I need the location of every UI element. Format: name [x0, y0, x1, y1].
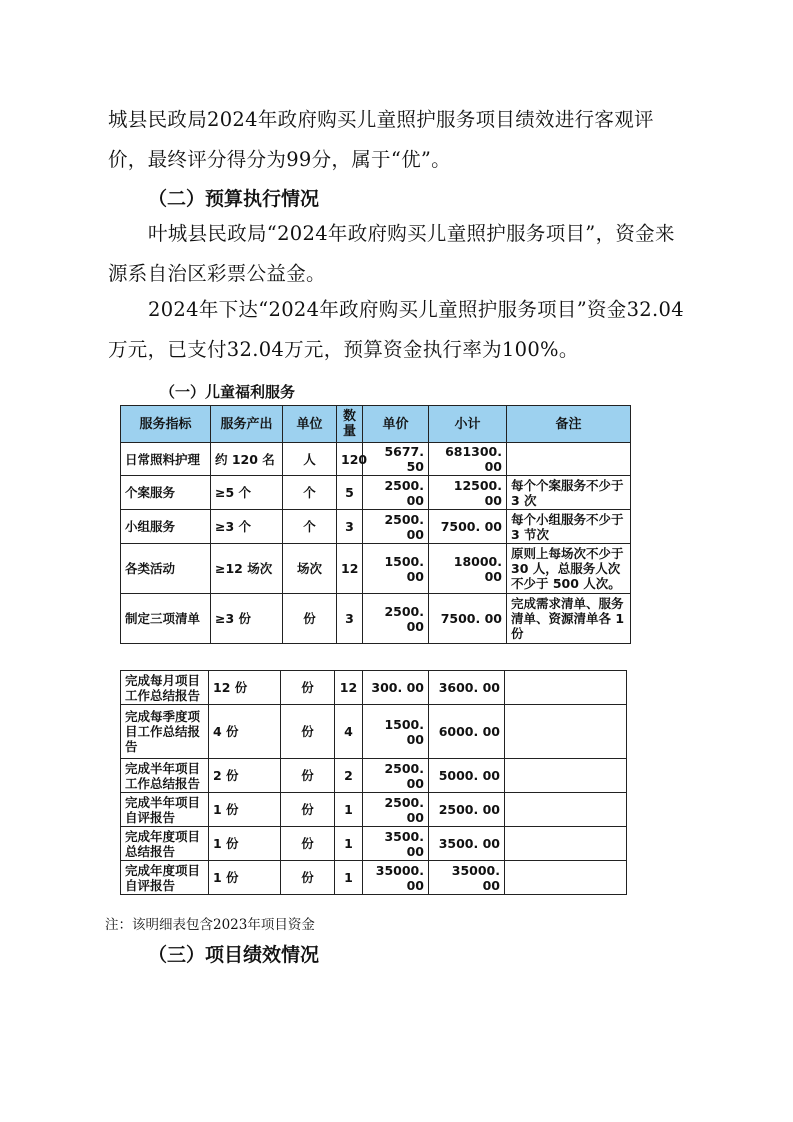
table-cell: 7500. 00: [429, 594, 507, 644]
table-cell: 完成半年项目自评报告: [121, 793, 209, 827]
table-cell: 每个小组服务不少于 3 节次: [507, 510, 631, 544]
table-cell: [505, 671, 627, 705]
table-cell: ≥12 场次: [211, 544, 283, 594]
table-cell: 1 份: [209, 861, 281, 895]
header-cell: 数量: [337, 406, 363, 443]
table-cell: 约 120 名: [211, 443, 283, 476]
table-cell: 完成每季度项目工作总结报告: [121, 705, 209, 759]
table-cell: 3500. 00: [363, 827, 429, 861]
table-cell: [505, 861, 627, 895]
table-cell: 2500. 00: [429, 793, 505, 827]
service-table: [120, 405, 631, 644]
table-cell: 2500. 00: [363, 793, 429, 827]
table-cell: 1500. 00: [363, 705, 429, 759]
table-header-row: [121, 406, 631, 443]
heading-performance: （三）项目绩效情况: [148, 944, 320, 966]
table-row: [121, 861, 627, 895]
table-note: 注：该明细表包含2023年项目资金: [105, 917, 315, 933]
table-row: [121, 827, 627, 861]
table-row: [121, 544, 631, 594]
table-cell: 完成年度项目总结报告: [121, 827, 209, 861]
table-cell: 日常照料护理: [121, 443, 211, 476]
table-cell: 12: [337, 544, 363, 594]
table-cell: 1: [335, 827, 363, 861]
table-cell: 1 份: [209, 793, 281, 827]
table-cell: 35000. 00: [363, 861, 429, 895]
table-cell: 5677. 50: [363, 443, 429, 476]
header-cell: 服务产出: [211, 406, 283, 443]
report-table: [120, 670, 627, 895]
table-cell: 1: [335, 793, 363, 827]
paragraph-fund-source: 叶城县民政局“2024年政府购买儿童照护服务项目”，资金来源系自治区彩票公益金。: [108, 222, 675, 285]
table-cell: 3: [337, 510, 363, 544]
table-cell: 3500. 00: [429, 827, 505, 861]
table-cell: 5: [337, 476, 363, 510]
table-cell: 1: [335, 861, 363, 895]
header-cell: 备注: [507, 406, 631, 443]
table-cell: 2500. 00: [363, 759, 429, 793]
table-row: [121, 705, 627, 759]
table-cell: 份: [281, 759, 335, 793]
table-cell: 2 份: [209, 759, 281, 793]
heading-budget: （二）预算执行情况: [148, 188, 320, 210]
table-cell: 完成每月项目工作总结报告: [121, 671, 209, 705]
table-cell: 份: [281, 827, 335, 861]
table-cell: 小组服务: [121, 510, 211, 544]
table-cell: 制定三项清单: [121, 594, 211, 644]
table-cell: 原则上每场次不少于 30 人，总服务人次不少于 500 人次。: [507, 544, 631, 594]
table-cell: 份: [281, 671, 335, 705]
table-cell: 7500. 00: [429, 510, 507, 544]
table-cell: 1500. 00: [363, 544, 429, 594]
table-cell: 份: [281, 793, 335, 827]
table-row: [121, 759, 627, 793]
header-cell: 单价: [363, 406, 429, 443]
table-cell: 12500. 00: [429, 476, 507, 510]
table-caption: （一）儿童福利服务: [160, 383, 296, 401]
table-cell: 完成半年项目工作总结报告: [121, 759, 209, 793]
paragraph-line: 价，最终评分得分为99分，属于“优”。: [108, 148, 451, 171]
table-cell: 1 份: [209, 827, 281, 861]
table-cell: 2500. 00: [363, 594, 429, 644]
table-cell: 个: [283, 476, 337, 510]
table-cell: 12: [335, 671, 363, 705]
table-cell: 每个个案服务不少于 3 次: [507, 476, 631, 510]
table-row: [121, 443, 631, 476]
table-cell: 681300. 00: [429, 443, 507, 476]
table-cell: ≥5 个: [211, 476, 283, 510]
table-cell: 6000. 00: [429, 705, 505, 759]
table-cell: 各类活动: [121, 544, 211, 594]
table-cell: 3600. 00: [429, 671, 505, 705]
table-row: [121, 793, 627, 827]
header-cell: 小计: [429, 406, 507, 443]
table-cell: 18000. 00: [429, 544, 507, 594]
paragraph-evaluation: [108, 100, 693, 180]
table-cell: 场次: [283, 544, 337, 594]
table-cell: 份: [281, 705, 335, 759]
table-row: [121, 671, 627, 705]
table-row: [121, 510, 631, 544]
table-cell: 2500. 00: [363, 476, 429, 510]
table-cell: 完成需求清单、服务清单、资源清单各 1 份: [507, 594, 631, 644]
table-cell: [505, 759, 627, 793]
table-cell: ≥3 份: [211, 594, 283, 644]
table-cell: 4: [335, 705, 363, 759]
table-row: [121, 476, 631, 510]
table-cell: 300. 00: [363, 671, 429, 705]
table-cell: [505, 793, 627, 827]
table-cell: 3: [337, 594, 363, 644]
table-cell: ≥3 个: [211, 510, 283, 544]
header-cell: 服务指标: [121, 406, 211, 443]
table-cell: 2500. 00: [363, 510, 429, 544]
table-cell: 份: [281, 861, 335, 895]
table-cell: 个案服务: [121, 476, 211, 510]
table-cell: 人: [283, 443, 337, 476]
table-cell: 份: [283, 594, 337, 644]
table-cell: 完成年度项目自评报告: [121, 861, 209, 895]
table-cell: 12 份: [209, 671, 281, 705]
paragraph-fund-execution: 2024年下达“2024年政府购买儿童照护服务项目”资金32.04万元，已支付32.04万元，预算资金执行率为100%。: [108, 298, 684, 361]
table-cell: [505, 705, 627, 759]
table-cell: 120: [337, 443, 363, 476]
paragraph-line: 城县民政局2024年政府购买儿童照护服务项目绩效进行客观评: [108, 108, 654, 131]
table-row: [121, 594, 631, 644]
table-cell: 4 份: [209, 705, 281, 759]
table-cell: [505, 827, 627, 861]
table-cell: [507, 443, 631, 476]
header-cell: 单位: [283, 406, 337, 443]
table-cell: 2: [335, 759, 363, 793]
table-cell: 5000. 00: [429, 759, 505, 793]
table-cell: 个: [283, 510, 337, 544]
table-cell: 35000. 00: [429, 861, 505, 895]
